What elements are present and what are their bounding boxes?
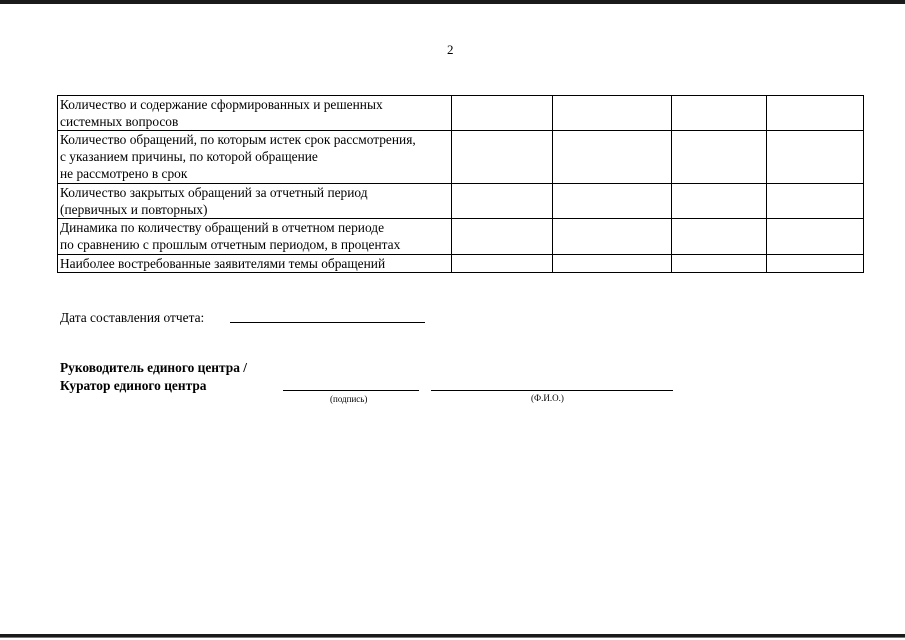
report-table bbox=[57, 95, 864, 273]
table-cell bbox=[452, 184, 553, 219]
signatory-title-line2: Куратор единого центра bbox=[60, 378, 207, 393]
table-cell bbox=[553, 131, 672, 184]
table-row bbox=[58, 131, 864, 184]
table-cell bbox=[672, 219, 767, 255]
row-label: Наиболее востребованные заявителями темы обращений bbox=[58, 255, 452, 273]
table-cell bbox=[767, 219, 864, 255]
scan-bottom-border-shadow bbox=[0, 637, 905, 638]
table-cell bbox=[553, 219, 672, 255]
report-date-field[interactable] bbox=[230, 322, 425, 323]
signatory-title-line1: Руководитель единого центра / bbox=[60, 360, 247, 375]
table-cell bbox=[452, 96, 553, 131]
signature-field[interactable] bbox=[283, 390, 419, 391]
full-name-caption: (Ф.И.О.) bbox=[531, 393, 564, 403]
signature-caption: (подпись) bbox=[330, 394, 368, 404]
table-row bbox=[58, 219, 864, 255]
row-label: Количество и содержание сформированных и решенных системных вопросов bbox=[58, 96, 452, 131]
full-name-field[interactable] bbox=[431, 390, 673, 391]
row-label: Количество закрытых обращений за отчетный период (первичных и повторных) bbox=[58, 184, 452, 219]
table-cell bbox=[672, 184, 767, 219]
table-cell bbox=[553, 255, 672, 273]
row-label: Динамика по количеству обращений в отчетном периоде по сравнению с прошлым отчетным периодом, в процентах bbox=[58, 219, 452, 255]
table-cell bbox=[452, 219, 553, 255]
table-row bbox=[58, 96, 864, 131]
table-cell bbox=[767, 131, 864, 184]
page-number: 2 bbox=[447, 42, 454, 57]
table-cell bbox=[767, 96, 864, 131]
table-cell bbox=[767, 255, 864, 273]
table-cell bbox=[672, 96, 767, 131]
scan-top-border bbox=[0, 0, 905, 4]
table-cell bbox=[672, 131, 767, 184]
table-cell bbox=[672, 255, 767, 273]
table-cell bbox=[452, 131, 553, 184]
row-label: Количество обращений, по которым истек срок рассмотрения, с указанием причины, по которой обращение не рассмотрено в срок bbox=[58, 131, 452, 184]
table-row bbox=[58, 255, 864, 273]
table-row bbox=[58, 184, 864, 219]
table-cell bbox=[767, 184, 864, 219]
report-date-label: Дата составления отчета: bbox=[60, 310, 205, 325]
table-cell bbox=[553, 184, 672, 219]
table-cell bbox=[553, 96, 672, 131]
table-cell bbox=[452, 255, 553, 273]
